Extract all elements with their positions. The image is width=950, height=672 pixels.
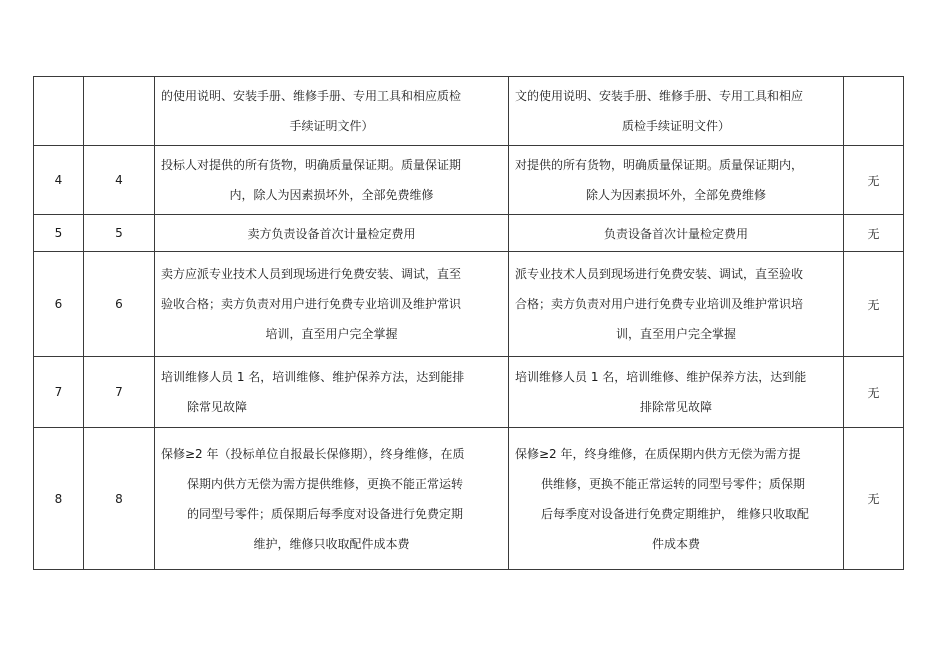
text-line: 排除常见故障 [639,400,712,414]
table-row [34,215,904,252]
row-index-b: 8 [84,428,155,570]
text-line: 保修≥2 年，终身维修，在质保期内供方无偿为需方提 [515,446,801,461]
text-line: 保修≥2 年（投标单位自报最长保修期），终身维修，在质 [161,446,465,461]
row-index-a [34,77,84,146]
text-line: 对提供的所有货物，明确质量保证期。质量保证期内， [515,158,804,172]
remark-cell: 无 [844,428,904,570]
row-index-a: 7 [34,357,84,428]
tender-requirement-cell: 卖方负责设备首次计量检定费用 [155,215,509,252]
text-line: 训，直至用户完全掌握 [615,327,736,341]
text-line: 投标人对提供的所有货物，明确质量保证期。质量保证期 [161,158,462,172]
table-row [34,428,904,570]
bid-response-cell [509,357,844,428]
text-line: 培训维修人员 1 名，培训维修、维护保养方法，达到能 [515,370,807,384]
row-index-b: 4 [84,146,155,215]
row-index-b: 6 [84,252,155,357]
text-line: 后每季度对设备进行免费定期维护， 维修只收取配 [541,506,809,521]
table-row [34,252,904,357]
text-line: 维护，维修只收取配件成本费 [253,536,410,551]
row-index-b [84,77,155,146]
bid-response-cell [509,252,844,357]
tender-requirement-cell [155,77,509,146]
tender-requirement-cell [155,428,509,570]
text-line: 保期内供方无偿为需方提供维修，更换不能正常运转 [187,476,464,491]
table-row [34,357,904,428]
text-line: 派专业技术人员到现场进行免费安装、调试，直至验收 [515,267,804,281]
table-row [34,146,904,215]
text-line: 的使用说明、安装手册、维修手册、专用工具和相应质检 [161,89,462,103]
bid-response-cell [509,146,844,215]
text-line: 质检手续证明文件） [621,119,730,133]
text-line: 内，除人为因素损坏外，全部免费维修 [229,188,434,202]
remark-cell: 无 [844,146,904,215]
tender-requirement-cell [155,146,509,215]
bid-response-cell: 负责设备首次计量检定费用 [509,215,844,252]
row-index-b: 5 [84,215,155,252]
bid-response-cell [509,77,844,146]
text-line: 除人为因素损坏外，全部免费维修 [585,188,766,202]
text-line: 培训，直至用户完全掌握 [265,327,398,341]
remark-cell: 无 [844,252,904,357]
table-row [34,77,904,146]
tender-requirement-cell [155,357,509,428]
bid-response-cell [509,428,844,570]
row-index-a: 5 [34,215,84,252]
remark-cell [844,77,904,146]
row-index-a: 6 [34,252,84,357]
row-index-a: 4 [34,146,84,215]
tender-requirement-cell [155,252,509,357]
requirements-table [33,76,904,570]
text-line: 验收合格；卖方负责对用户进行免费专业培训及维护常识 [161,297,462,311]
text-line: 手续证明文件） [289,119,374,133]
text-line: 培训维修人员 1 名，培训维修、维护保养方法，达到能排 [161,370,465,384]
row-index-a: 8 [34,428,84,570]
text-line: 供维修，更换不能正常运转的同型号零件；质保期 [541,476,806,491]
remark-cell: 无 [844,215,904,252]
text-line: 文的使用说明、安装手册、维修手册、专用工具和相应 [515,89,804,103]
row-index-b: 7 [84,357,155,428]
text-line: 除常见故障 [187,400,248,414]
remark-cell: 无 [844,357,904,428]
text-line: 件成本费 [651,536,700,551]
text-line: 的同型号零件；质保期后每季度对设备进行免费定期 [187,506,464,521]
text-line: 卖方应派专业技术人员到现场进行免费安装、调试，直至 [161,267,462,281]
text-line: 合格；卖方负责对用户进行免费专业培训及维护常识培 [515,297,804,311]
